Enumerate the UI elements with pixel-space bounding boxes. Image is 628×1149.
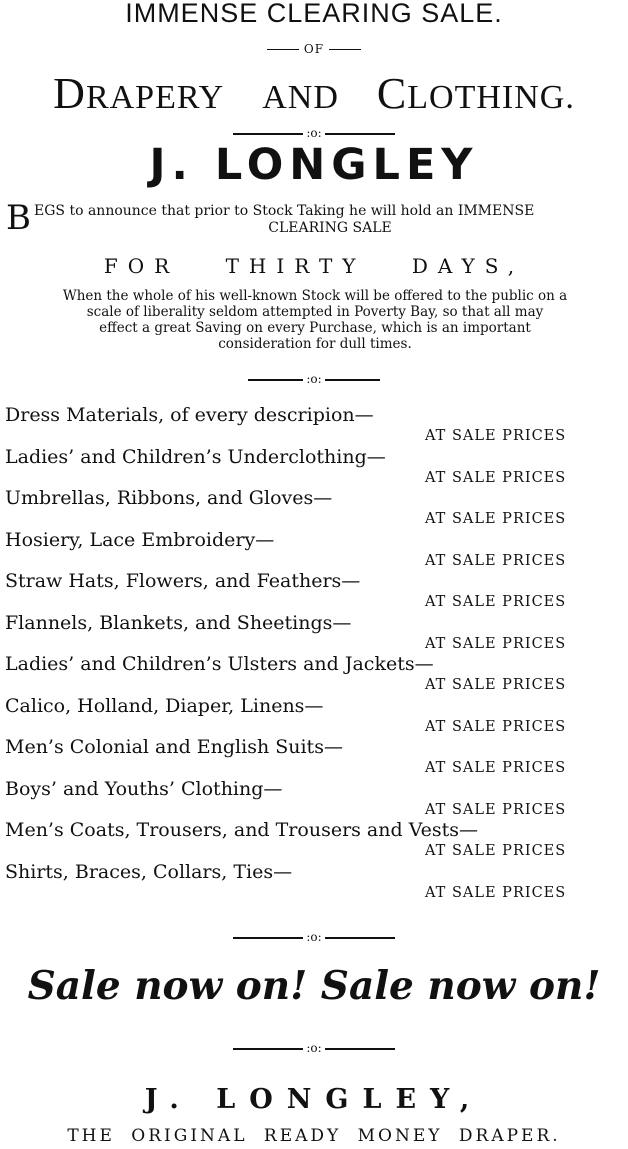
divider-mark: :o: (306, 930, 322, 944)
divider-line-left (233, 937, 303, 939)
item-name: Dress Materials, of every descripion— (5, 404, 374, 426)
merchant-name: J. LONGLEY (149, 140, 479, 190)
divider (0, 1041, 628, 1055)
item-price: AT SALE PRICES (425, 884, 567, 901)
list-item (5, 736, 625, 778)
of-word: OF (303, 42, 325, 56)
headline (0, 68, 628, 119)
divider-mark: :o: (306, 126, 322, 140)
of-rule (0, 42, 628, 56)
intro-line-1: EGS to announce that prior to Stock Taking he will hold an IMMENSE (34, 203, 535, 219)
item-price: AT SALE PRICES (425, 635, 567, 652)
stock-paragraph (4, 288, 626, 352)
item-name: Ladies’ and Children’s Ulsters and Jackets— (5, 653, 434, 675)
item-price: AT SALE PRICES (425, 718, 567, 735)
signature-name: J. LONGLEY, (144, 1084, 484, 1115)
item-price: AT SALE PRICES (425, 594, 567, 610)
item-list (5, 404, 625, 902)
headline-and: AND (262, 79, 339, 116)
item-name: Ladies’ and Children’s Underclothing— (5, 445, 386, 468)
item-name: Men’s Coats, Trousers, and Trousers and Vests— (5, 819, 479, 841)
item-name: Hosiery, Lace Embroidery— (5, 528, 275, 551)
item-price: AT SALE PRICES (425, 552, 567, 569)
intro-line-2: CLEARING SALE (268, 220, 392, 236)
divider-line-left (233, 1048, 303, 1050)
headline-cap-2: C (376, 69, 408, 118)
headline-word-1: RAPERY (85, 79, 225, 116)
list-item (5, 404, 625, 446)
item-name: Straw Hats, Flowers, and Feathers— (5, 570, 361, 592)
item-price: AT SALE PRICES (425, 677, 567, 693)
item-price: AT SALE PRICES (425, 760, 567, 776)
divider-line-left (233, 133, 303, 135)
list-item (5, 612, 625, 654)
drop-cap: B (6, 198, 31, 238)
stock-line-4: consideration for dull times. (218, 336, 412, 352)
list-item (5, 446, 625, 488)
list-item (5, 653, 625, 695)
stock-line-1: When the whole of his well-known Stock will be offered to the public on a (62, 288, 568, 304)
headline-word-2: LOTHING. (407, 79, 575, 116)
divider-line-right (325, 379, 380, 381)
list-item (5, 778, 625, 820)
item-name: Umbrellas, Ribbons, and Gloves— (5, 487, 333, 509)
rule-right (329, 49, 361, 50)
list-item (5, 695, 625, 737)
sale-now-slogan: Sale now on! Sale now on! (27, 963, 601, 1009)
item-price: AT SALE PRICES (425, 428, 567, 444)
stock-line-2: scale of liberality seldom attempted in Poverty Bay, so that all may (86, 304, 544, 320)
stock-line-3: effect a great Saving on every Purchase, which is an important (99, 320, 531, 336)
divider-mark: :o: (306, 1041, 322, 1055)
top-banner: IMMENSE CLEARING SALE. (125, 0, 503, 28)
rule-left (267, 49, 299, 50)
item-price: AT SALE PRICES (425, 469, 567, 486)
divider-line-right (325, 133, 395, 135)
divider (0, 930, 628, 944)
divider (0, 126, 628, 140)
list-item (5, 529, 625, 571)
divider-line-right (325, 1048, 395, 1050)
headline-cap-1: D (53, 69, 86, 118)
list-item (5, 570, 625, 612)
divider-line-right (325, 937, 395, 939)
divider-mark: :o: (306, 372, 322, 386)
item-price: AT SALE PRICES (425, 801, 567, 818)
item-price: AT SALE PRICES (425, 511, 567, 527)
divider-line-left (248, 379, 303, 381)
item-name: Men’s Colonial and English Suits— (5, 736, 343, 758)
intro-paragraph (6, 198, 626, 238)
list-item (5, 487, 625, 529)
item-name: Calico, Holland, Diaper, Linens— (5, 694, 324, 717)
divider (0, 372, 628, 386)
list-item (5, 819, 625, 861)
thirty-days: FOR THIRTY DAYS, (103, 254, 525, 278)
list-item (5, 861, 625, 903)
tagline: THE ORIGINAL READY MONEY DRAPER. (67, 1126, 561, 1146)
item-name: Boys’ and Youths’ Clothing— (5, 777, 283, 800)
item-price: AT SALE PRICES (425, 843, 567, 859)
item-name: Flannels, Blankets, and Sheetings— (5, 611, 352, 634)
item-name: Shirts, Braces, Collars, Ties— (5, 860, 293, 883)
